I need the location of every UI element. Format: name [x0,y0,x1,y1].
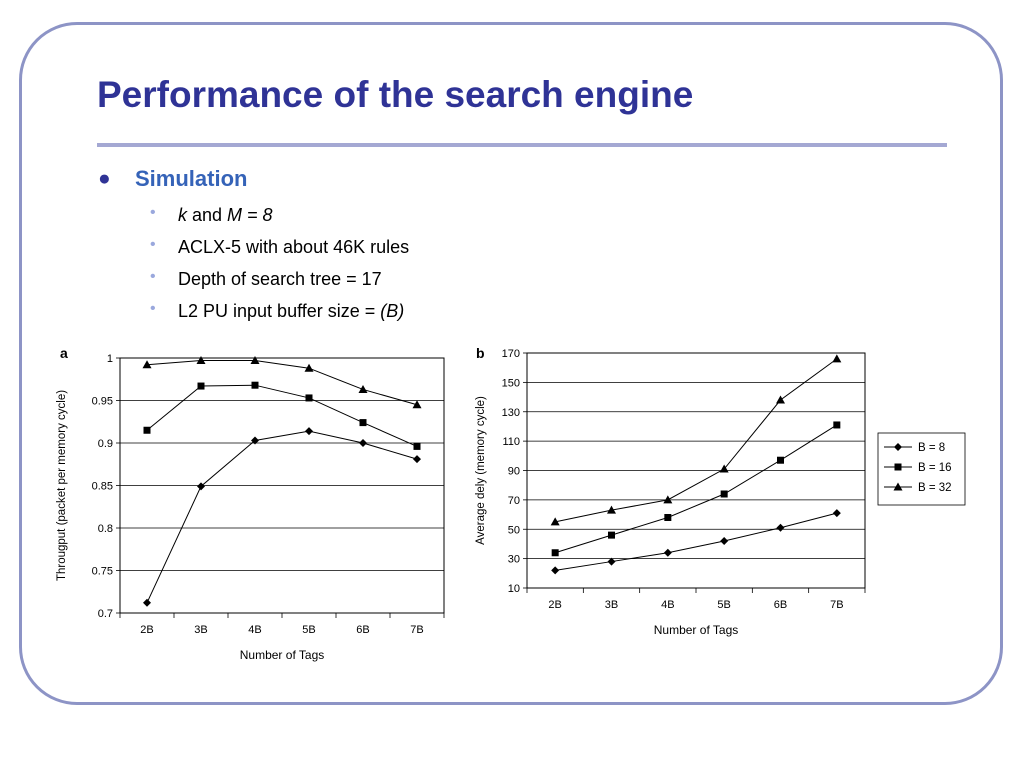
y-tick-label: 110 [502,436,520,449]
delay-chart [470,340,975,650]
data-point [777,524,785,532]
x-tick-label: 2B [548,599,562,611]
x-tick-label: 5B [302,624,316,636]
var-k: k [178,205,187,225]
series-line [147,431,417,603]
y-tick-label: 70 [507,494,520,507]
data-point [664,549,672,557]
data-point [833,509,841,517]
sub-item-buffer-text: L2 PU input buffer size = [178,301,381,321]
legend-label: B = 8 [918,442,946,454]
data-point [608,532,615,539]
sub-item-km [178,205,273,226]
legend-marker [895,464,902,471]
series-line [147,385,417,446]
series-square [552,421,841,556]
y-tick-label: 10 [507,583,520,595]
series-diamond [143,427,421,607]
y-tick-label: 170 [501,348,520,360]
series-diamond [551,509,841,574]
data-point [251,356,260,364]
var-b: (B) [380,301,405,321]
data-point [305,427,313,435]
sub-bullet-icon: • [150,268,156,285]
y-tick-label: 0.7 [97,608,113,620]
data-point [359,439,367,447]
data-point [551,566,559,574]
data-point [414,443,421,450]
y-tick-label: 1 [106,353,113,365]
y-tick-label: 0.95 [91,395,113,408]
y-tick-label: 50 [507,524,520,537]
data-point [143,599,151,607]
data-point [144,427,151,434]
x-axis-title: Number of Tags [653,623,739,637]
data-point [720,537,728,545]
y-tick-label: 30 [507,553,520,566]
data-point [721,491,728,498]
data-point [252,382,259,389]
sub-bullet-icon: • [150,236,156,253]
data-point [776,396,785,404]
legend-label: B = 32 [918,482,952,494]
series-line [555,359,837,522]
panel-label: a [60,345,68,361]
x-tick-label: 7B [830,599,844,611]
y-axis-title: Average dely (memory cycle) [475,396,487,545]
sub-item-rules: ACLX-5 with about 46K rules [178,237,410,257]
y-axis-title: Througput (packet per memory cycle) [56,389,68,582]
x-tick-label: 4B [248,624,262,636]
x-tick-label: 6B [773,599,788,611]
series-line [555,513,837,570]
y-tick-label: 130 [501,406,520,419]
data-point [552,549,559,556]
title-divider [97,143,947,147]
y-tick-label: 0.75 [91,565,113,578]
data-point [833,421,840,428]
data-point [359,385,368,393]
legend-label: B = 16 [918,462,952,474]
y-tick-label: 0.9 [97,438,113,450]
bullet-icon: ● [98,167,111,190]
series-square [144,382,421,450]
panel-label: b [476,345,485,361]
sub-item-km-mid: and [187,205,228,225]
data-point [360,419,367,426]
data-point [198,383,205,390]
data-point [664,514,671,521]
bullet-heading: Simulation [135,166,248,191]
data-point [197,356,206,364]
data-point [777,457,784,464]
x-tick-label: 7B [410,624,424,636]
data-point [663,495,672,503]
x-tick-label: 6B [356,624,370,636]
data-point [832,354,841,362]
x-axis-title: Number of Tags [239,648,325,662]
data-point [413,455,421,463]
x-tick-label: 4B [661,599,675,611]
slide-title: Performance of the search engine [97,74,694,115]
x-tick-label: 2B [140,624,154,636]
sub-item-depth: Depth of search tree = 17 [178,269,382,289]
var-m: M = 8 [227,205,273,225]
y-tick-label: 0.8 [97,523,113,535]
series-line [147,361,417,405]
y-tick-label: 150 [501,377,520,390]
y-tick-label: 90 [507,465,520,478]
x-tick-label: 3B [194,624,208,636]
throughput-chart [50,340,460,670]
sub-item-buffer [178,301,404,322]
x-tick-label: 5B [717,599,731,611]
y-tick-label: 0.85 [91,480,113,493]
data-point [306,394,313,401]
sub-bullet-icon: • [150,204,156,221]
sub-bullet-icon: • [150,300,156,317]
x-tick-label: 3B [604,599,619,611]
series-line [555,425,837,553]
